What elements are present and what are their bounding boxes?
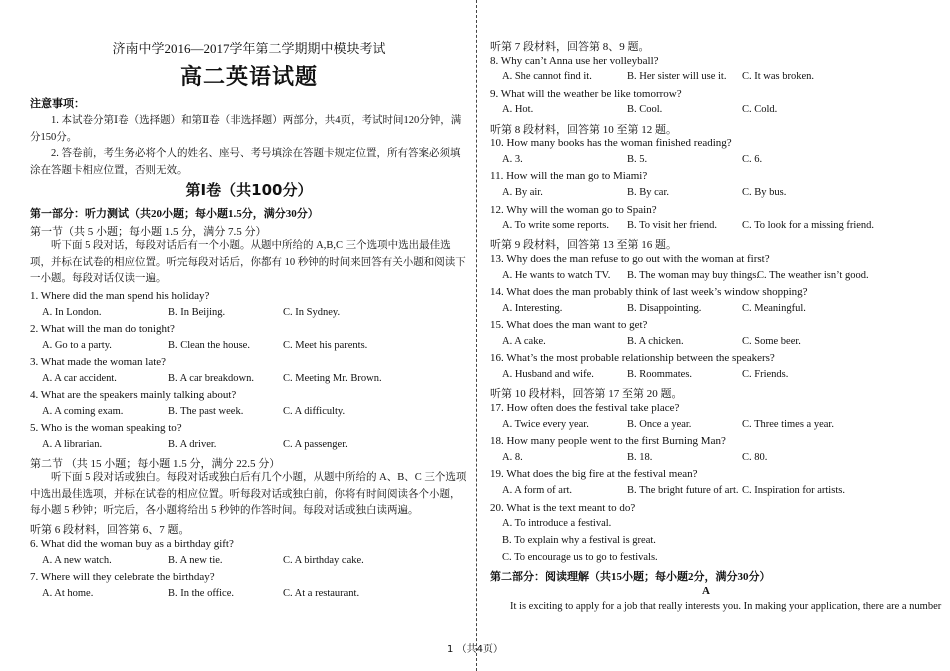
question-9: 9. What will the weather be like tomorrow?	[490, 88, 682, 100]
question-8: 8. Why can’t Anna use her volleyball?	[490, 55, 659, 67]
question-20: 20. What is the text meant to do?	[490, 502, 636, 514]
question-2: 2. What will the man do tonight?	[30, 323, 175, 335]
question-14: 14. What does the man probably think of last week’s window shopping?	[490, 286, 808, 298]
option-b: B. To explain why a festival is great.	[502, 535, 656, 546]
material-6-label: 听第 6 段材料，回答第 6、7 题。	[30, 524, 190, 536]
option-c: C. 80.	[742, 452, 768, 463]
question-7: 7. Where will they celebrate the birthday?	[30, 571, 215, 583]
option-b: B. The woman may buy things.	[627, 270, 759, 281]
option-b: B. The bright future of art.	[627, 485, 739, 496]
material-8-label: 听第 8 段材料，回答第 10 至第 12 题。	[490, 124, 677, 136]
option-a: A. Hot.	[502, 104, 534, 115]
option-c: C. Cold.	[742, 104, 778, 115]
option-b: B. In Beijing.	[168, 307, 226, 318]
option-c: C. In Sydney.	[283, 307, 341, 318]
option-c: C. 6.	[742, 154, 763, 165]
section-title-reading: 第二部分：阅读理解（共15小题；每小题2分，满分30分）	[490, 571, 771, 583]
page-footer: 1 （共4页）	[447, 644, 503, 655]
question-11: 11. How will the man go to Miami?	[490, 170, 648, 182]
option-c: C. It was broken.	[742, 71, 815, 82]
option-a: A. At home.	[42, 588, 94, 599]
passage-text: It is exciting to apply for a job that really interests you. In making your application, there are a number	[510, 601, 942, 612]
volume-title: 第Ⅰ卷（共100分）	[185, 181, 313, 199]
option-b: B. Disappointing.	[627, 303, 702, 314]
notes-item-1: 1. 本试卷分第Ⅰ卷（选择题）和第Ⅱ卷（非选择题）两部分，共4页，考试时间120分钟，满分150分。	[30, 115, 462, 143]
option-a: A. To introduce a festival.	[502, 518, 612, 529]
option-b: B. By car.	[627, 187, 669, 198]
option-b: B. The past week.	[168, 406, 244, 417]
question-6: 6. What did the woman buy as a birthday gift?	[30, 538, 234, 550]
option-a: A. A cake.	[502, 336, 546, 347]
option-a: A. A car accident.	[42, 373, 117, 384]
option-c: C. A passenger.	[283, 439, 348, 450]
option-c: C. Inspiration for artists.	[742, 485, 845, 496]
option-b: B. A car breakdown.	[168, 373, 255, 384]
section-title-listening: 第一部分：听力测试（共20小题；每小题1.5分，满分30分）	[30, 208, 319, 220]
option-c: C. A birthday cake.	[283, 555, 364, 566]
sub-section-2-title: 第二节 （共 15 小题；每小题 1.5 分，满分 22.5 分）	[30, 458, 281, 470]
question-4: 4. What are the speakers mainly talking about?	[30, 389, 237, 401]
option-b: B. A new tie.	[168, 555, 223, 566]
option-c: C. Meet his parents.	[283, 340, 368, 351]
option-b: B. 5.	[627, 154, 648, 165]
passage-label: A	[702, 585, 710, 597]
material-7-label: 听第 7 段材料，回答第 8、9 题。	[490, 41, 650, 53]
option-a: A. Go to a party.	[42, 340, 112, 351]
option-c: C. Friends.	[742, 369, 789, 380]
option-c: C. To look for a missing friend.	[742, 220, 875, 231]
option-a: A. To write some reports.	[502, 220, 609, 231]
question-18: 18. How many people went to the first Burning Man?	[490, 435, 726, 447]
option-a: A. A form of art.	[502, 485, 572, 496]
option-c: C. To encourage us to go to festivals.	[502, 552, 658, 563]
sub-section-1-title: 第一节（共 5 小题；每小题 1.5 分，满分 7.5 分）	[30, 226, 267, 238]
option-b: B. Roommates.	[627, 369, 693, 380]
option-c: C. Meaningful.	[742, 303, 806, 314]
option-a: A. He wants to watch TV.	[502, 270, 611, 281]
option-b: B. A driver.	[168, 439, 217, 450]
option-a: A. A new watch.	[42, 555, 112, 566]
option-a: A. 3.	[502, 154, 523, 165]
question-19: 19. What does the big fire at the festival mean?	[490, 468, 698, 480]
option-b: B. Once a year.	[627, 419, 692, 430]
column-divider	[476, 0, 477, 671]
option-a: A. Interesting.	[502, 303, 563, 314]
question-1: 1. Where did the man spend his holiday?	[30, 290, 210, 302]
option-b: B. A chicken.	[627, 336, 684, 347]
notes-item-2: 2. 答卷前，考生务必将个人的姓名、座号、考号填涂在答题卡规定位置，所有答案必须填涂在答题卡相应位置，否则无效。	[30, 148, 461, 176]
option-a: A. In London.	[42, 307, 102, 318]
option-a: A. Twice every year.	[502, 419, 589, 430]
option-c: C. At a restaurant.	[283, 588, 360, 599]
option-b: B. To visit her friend.	[627, 220, 718, 231]
option-b: B. 18.	[627, 452, 653, 463]
option-c: C. Three times a year.	[742, 419, 834, 430]
option-b: B. Clean the house.	[168, 340, 250, 351]
question-16: 16. What’s the most probable relationship between the speakers?	[490, 352, 775, 364]
option-c: C. A difficulty.	[283, 406, 346, 417]
question-5: 5. Who is the woman speaking to?	[30, 422, 182, 434]
option-a: A. By air.	[502, 187, 543, 198]
material-9-label: 听第 9 段材料，回答第 13 至第 16 题。	[490, 239, 677, 251]
option-c: C. Some beer.	[742, 336, 801, 347]
option-a: A. 8.	[502, 452, 523, 463]
option-a: A. A coming exam.	[42, 406, 124, 417]
material-10-label: 听第 10 段材料，回答第 17 至第 20 题。	[490, 388, 683, 400]
option-b: B. Her sister will use it.	[627, 71, 727, 82]
school-header: 济南中学2016—2017学年第二学期期中模块考试	[112, 41, 386, 56]
question-10: 10. How many books has the woman finished reading?	[490, 137, 732, 149]
option-c: C. By bus.	[742, 187, 787, 198]
notes-heading: 注意事项：	[30, 98, 85, 110]
option-a: A. A librarian.	[42, 439, 103, 450]
option-c: C. Meeting Mr. Brown.	[283, 373, 382, 384]
question-15: 15. What does the man want to get?	[490, 319, 648, 331]
question-17: 17. How often does the festival take place?	[490, 402, 680, 414]
question-3: 3. What made the woman late?	[30, 356, 167, 368]
option-a: A. Husband and wife.	[502, 369, 594, 380]
option-b: B. In the office.	[168, 588, 234, 599]
option-a: A. She cannot find it.	[502, 71, 592, 82]
question-13: 13. Why does the man refuse to go out with the woman at first?	[490, 253, 770, 265]
sub-section-1-instructions: 听下面 5 段对话，每段对话后有一个小题。从题中所给的 A,B,C 三个选项中选出最佳选项，并标在试卷的相应位置。听完每段对话后，你都有 10 秒钟的时间来回答有关小题和阅读下一小题。每段对话仅读一遍。	[30, 240, 466, 284]
option-b: B. Cool.	[627, 104, 663, 115]
option-c: C. The weather isn’t good.	[757, 270, 869, 281]
sub-section-2-instructions: 听下面 5 段对话或独白。每段对话或独白后有几个小题，从题中所给的 A、B、C 三个选项中选出最佳选项，并标在试卷的相应位置。听每段对话或独白前，你将有时间阅读各个小题，每小题 5 秒钟；听完后，各小题将给出 5 秒钟的作答时间。每段对话或独白读两遍。	[30, 472, 467, 516]
page-title: 高二英语试题	[179, 65, 318, 90]
question-12: 12. Why will the woman go to Spain?	[490, 204, 657, 216]
